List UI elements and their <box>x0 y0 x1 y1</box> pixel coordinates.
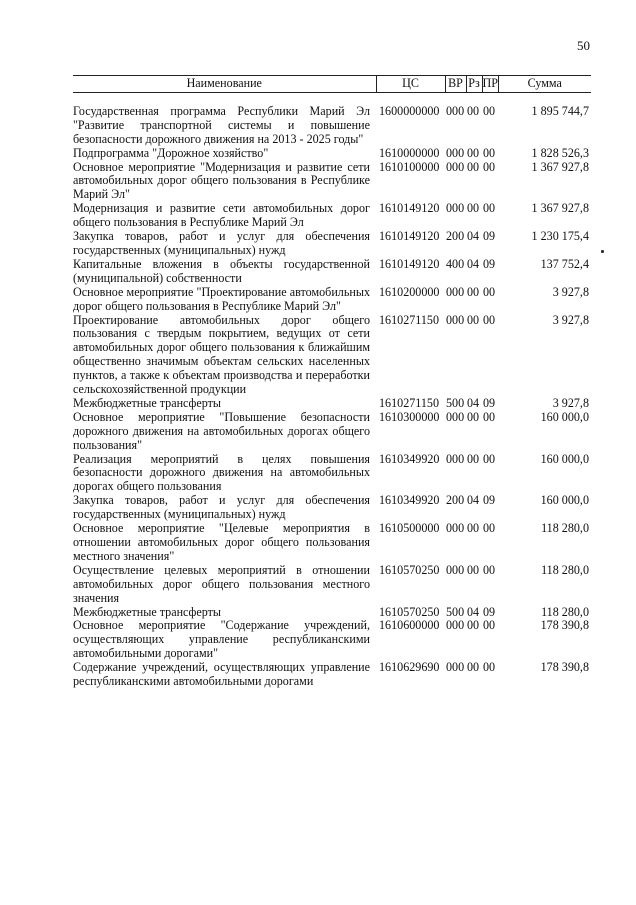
table-row <box>73 314 591 397</box>
cell-vr: 000 <box>446 409 465 424</box>
table-body <box>73 92 591 689</box>
cell-sum: 1 367 927,8 <box>531 159 589 174</box>
cell-cs: 1610149120 <box>379 229 440 244</box>
header-vr: ВР <box>445 76 466 93</box>
cell-vr: 200 <box>446 229 465 244</box>
table-row <box>73 230 591 258</box>
cell-name: Основное мероприятие "Целевые мероприятия в отношении автомобильных дорог общего пользования местного значения" <box>73 521 370 563</box>
cell-rz: 00 <box>467 451 480 466</box>
cell-cs: 1610149120 <box>379 256 440 271</box>
header-name: Наименование <box>73 76 376 93</box>
cell-rz: 04 <box>467 493 480 508</box>
cell-pr: 00 <box>483 159 496 174</box>
cell-vr: 000 <box>446 618 465 633</box>
cell-vr: 500 <box>446 604 465 619</box>
cell-vr: 000 <box>446 451 465 466</box>
cell-rz: 04 <box>467 604 480 619</box>
cell-sum: 3 927,8 <box>552 395 589 410</box>
table-row <box>73 397 591 411</box>
cell-name: Основное мероприятие "Повышение безопасности дорожного движения на автомобильных дорогах общего пользования" <box>73 409 370 452</box>
cell-sum: 178 390,8 <box>540 660 589 675</box>
cell-cs: 1610271150 <box>379 395 440 410</box>
cell-vr: 200 <box>446 493 465 508</box>
cell-rz: 00 <box>467 660 480 675</box>
cell-rz: 00 <box>467 409 480 424</box>
cell-rz: 04 <box>467 256 480 271</box>
cell-cs: 1610149120 <box>379 201 440 216</box>
page-number: 50 <box>577 38 590 53</box>
table-row <box>73 411 591 453</box>
cell-sum: 1 230 175,4 <box>531 229 589 244</box>
table-row <box>73 92 591 146</box>
cell-rz: 00 <box>467 284 480 299</box>
cell-rz: 00 <box>467 145 480 160</box>
cell-sum: 118 280,0 <box>541 521 589 536</box>
cell-sum: 118 280,0 <box>541 604 589 619</box>
header-pr: ПР <box>482 76 498 93</box>
cell-name: Закупка товаров, работ и услуг для обеспечения государственных (муниципальных) нужд <box>73 493 370 522</box>
cell-rz: 04 <box>467 229 480 244</box>
cell-pr: 09 <box>483 493 496 508</box>
cell-name: Межбюджетные трансферты <box>73 395 222 410</box>
cell-name: Содержание учреждений, осуществляющих управление республиканскими автомобильными дорогами <box>73 660 370 689</box>
table-row <box>73 661 591 689</box>
cell-pr: 00 <box>483 201 496 216</box>
cell-name: Основное мероприятие "Содержание учреждений, осуществляющих управление республиканскими автомобильными дорогами" <box>73 618 370 661</box>
cell-rz: 00 <box>467 312 480 327</box>
cell-name: Межбюджетные трансферты <box>73 604 222 619</box>
cell-name: Реализация мероприятий в целях повышения безопасности дорожного движения на автомобильных дорогах общего пользования <box>73 451 370 494</box>
cell-name: Капитальные вложения в объекты государственной (муниципальной) собственности <box>73 256 370 285</box>
cell-pr: 00 <box>483 660 496 675</box>
table-row <box>73 453 591 495</box>
cell-vr: 000 <box>446 562 465 577</box>
table-row <box>73 606 591 620</box>
cell-vr: 000 <box>446 312 465 327</box>
scan-mark <box>601 250 604 253</box>
cell-rz: 04 <box>467 395 480 410</box>
cell-pr: 00 <box>483 618 496 633</box>
cell-pr: 00 <box>483 521 496 536</box>
table-header-row <box>73 76 591 93</box>
table-row <box>73 161 591 203</box>
cell-cs: 1610200000 <box>379 284 440 299</box>
cell-pr: 00 <box>483 145 496 160</box>
cell-sum: 178 390,8 <box>540 618 589 633</box>
cell-sum: 1 895 744,7 <box>531 103 589 118</box>
cell-cs: 1610100000 <box>379 159 440 174</box>
cell-sum: 1 367 927,8 <box>531 201 589 216</box>
table-row <box>73 147 591 161</box>
cell-name: Закупка товаров, работ и услуг для обеспечения государственных (муниципальных) нужд <box>73 229 370 257</box>
cell-rz: 00 <box>467 103 480 118</box>
cell-vr: 000 <box>446 660 465 675</box>
cell-cs: 1610600000 <box>379 618 440 633</box>
table-row <box>73 522 591 564</box>
cell-sum: 3 927,8 <box>552 312 589 327</box>
cell-cs: 1610271150 <box>379 312 440 327</box>
cell-sum: 137 752,4 <box>540 256 589 271</box>
cell-vr: 000 <box>446 145 465 160</box>
table-row <box>73 258 591 286</box>
cell-name: Модернизация и развитие сети автомобильных дорог общего пользования в Республике Марий Эл <box>73 201 370 230</box>
cell-vr: 500 <box>446 395 465 410</box>
cell-pr: 00 <box>483 284 496 299</box>
table-row <box>73 619 591 661</box>
table-row <box>73 286 591 314</box>
cell-cs: 1610300000 <box>379 409 440 424</box>
header-rz: Рз <box>466 76 482 93</box>
cell-pr: 09 <box>483 256 496 271</box>
cell-cs: 1610570250 <box>379 604 440 619</box>
cell-vr: 000 <box>446 159 465 174</box>
cell-vr: 400 <box>446 256 465 271</box>
table-row <box>73 202 591 230</box>
cell-vr: 000 <box>446 521 465 536</box>
cell-pr: 00 <box>483 409 496 424</box>
cell-pr: 00 <box>483 312 496 327</box>
cell-vr: 000 <box>446 201 465 216</box>
cell-sum: 3 927,8 <box>552 284 589 299</box>
cell-pr: 00 <box>483 451 496 466</box>
cell-cs: 1610500000 <box>379 521 440 536</box>
cell-cs: 1610629690 <box>379 660 440 675</box>
cell-sum: 118 280,0 <box>541 562 589 577</box>
cell-pr: 00 <box>483 103 496 118</box>
cell-pr: 09 <box>483 604 496 619</box>
cell-vr: 000 <box>446 284 465 299</box>
cell-name: Основное мероприятие "Модернизация и развитие сети автомобильных дорог общего пользования в Республике Марий Эл" <box>73 159 370 202</box>
budget-table <box>73 75 591 689</box>
cell-rz: 00 <box>467 201 480 216</box>
cell-name: Подпрограмма "Дорожное хозяйство" <box>73 145 269 160</box>
cell-rz: 00 <box>467 521 480 536</box>
cell-rz: 00 <box>467 159 480 174</box>
cell-vr: 000 <box>446 103 465 118</box>
cell-cs: 1610000000 <box>379 145 440 160</box>
header-sum: Сумма <box>498 76 591 93</box>
cell-cs: 1600000000 <box>379 103 440 118</box>
cell-pr: 09 <box>483 229 496 244</box>
cell-sum: 160 000,0 <box>540 451 589 466</box>
cell-sum: 160 000,0 <box>540 493 589 508</box>
cell-rz: 00 <box>467 618 480 633</box>
table-row <box>73 564 591 606</box>
cell-name: Осуществление целевых мероприятий в отношении автомобильных дорог общего пользования местного значения <box>73 562 370 605</box>
cell-pr: 00 <box>483 562 496 577</box>
cell-rz: 00 <box>467 562 480 577</box>
cell-sum: 1 828 526,3 <box>531 145 589 160</box>
cell-cs: 1610349920 <box>379 451 440 466</box>
table-row <box>73 494 591 522</box>
cell-cs: 1610349920 <box>379 493 440 508</box>
cell-name: Проектирование автомобильных дорог общего пользования с твердым покрытием, ведущих от сети автомобильных дорог общего пользования к ближайшим общественно значимым объектам сельских населенных пунктов, а также к объектам производства и переработки сельскохозяйственной продукции <box>73 312 370 397</box>
cell-pr: 09 <box>483 395 496 410</box>
cell-name: Государственная программа Республики Марий Эл "Развитие транспортной системы и повышение безопасности дорожного движения на 2013 - 2025 годы" <box>73 103 370 146</box>
cell-sum: 160 000,0 <box>540 409 589 424</box>
header-cs: ЦС <box>376 76 445 93</box>
cell-cs: 1610570250 <box>379 562 440 577</box>
cell-name: Основное мероприятие "Проектирование автомобильных дорог общего пользования в Республике Марий Эл" <box>73 284 370 313</box>
